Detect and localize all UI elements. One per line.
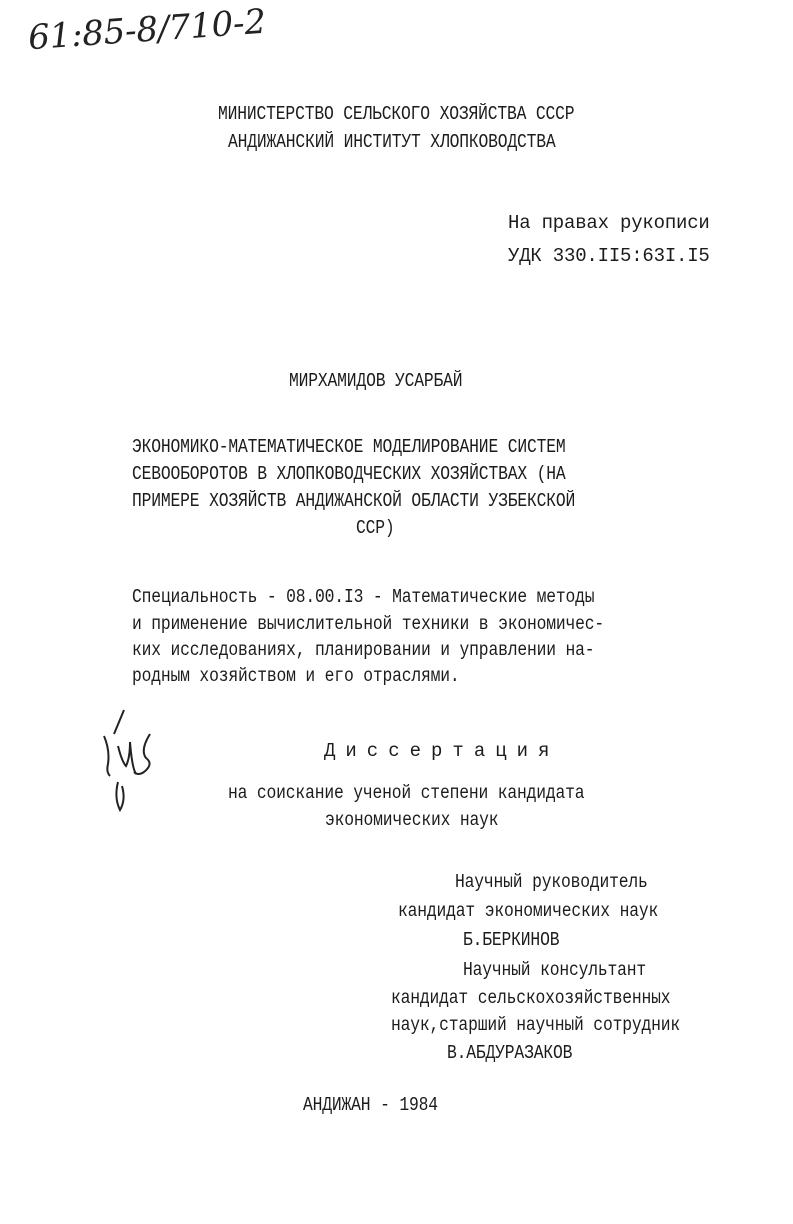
archive-mark-handwritten: 61:85-8/710-2 [26,1,268,59]
specialty-line-4: родным хозяйством и его отраслями. [132,665,460,687]
place-and-year: АНДИЖАН - 1984 [303,1094,438,1116]
title-line-4: ССР) [356,517,395,539]
title-line-1: ЭКОНОМИКО-МАТЕМАТИЧЕСКОЕ МОДЕЛИРОВАНИЕ СИСТЕМ [132,436,566,458]
title-line-3: ПРИМЕРЕ ХОЗЯЙСТВ АНДИЖАНСКОЙ ОБЛАСТИ УЗБЕКСКОЙ [132,490,576,512]
consultant-degree-2: наук,старший научный сотрудник [391,1014,681,1036]
handwritten-signature [96,706,166,816]
specialty-line-1: Специальность - 08.00.I3 - Математические методы [132,586,595,608]
consultant-name: В.АБДУРАЗАКОВ [447,1042,573,1064]
ministry-heading: МИНИСТЕРСТВО СЕЛЬСКОГО ХОЗЯЙСТВА СССР [218,103,575,125]
consultant-role: Научный консультант [463,959,647,981]
consultant-degree-1: кандидат сельскохозяйственных [391,987,671,1009]
dissertation-label: Диссертация [324,740,560,762]
dissertation-purpose-2: экономических наук [325,809,499,831]
supervisor-degree: кандидат экономических наук [398,900,659,922]
author-name: МИРХАМИДОВ УСАРБАЙ [289,370,463,392]
dissertation-purpose-1: на соискание ученой степени кандидата [228,782,585,804]
specialty-line-2: и применение вычислительной техники в экономичес- [132,613,605,635]
institute-heading: АНДИЖАНСКИЙ ИНСТИТУТ ХЛОПКОВОДСТВА [228,131,556,153]
title-line-2: СЕВООБОРОТОВ В ХЛОПКОВОДЧЕСКИХ ХОЗЯЙСТВАХ (НА [132,463,566,485]
manuscript-rights-note: На правах рукописи [508,212,710,234]
udc-code: УДК 330.II5:63I.I5 [508,245,710,267]
supervisor-name: Б.БЕРКИНОВ [463,929,560,951]
supervisor-role: Научный руководитель [455,871,648,893]
specialty-line-3: ких исследованиях, планировании и управлении на- [132,639,595,661]
